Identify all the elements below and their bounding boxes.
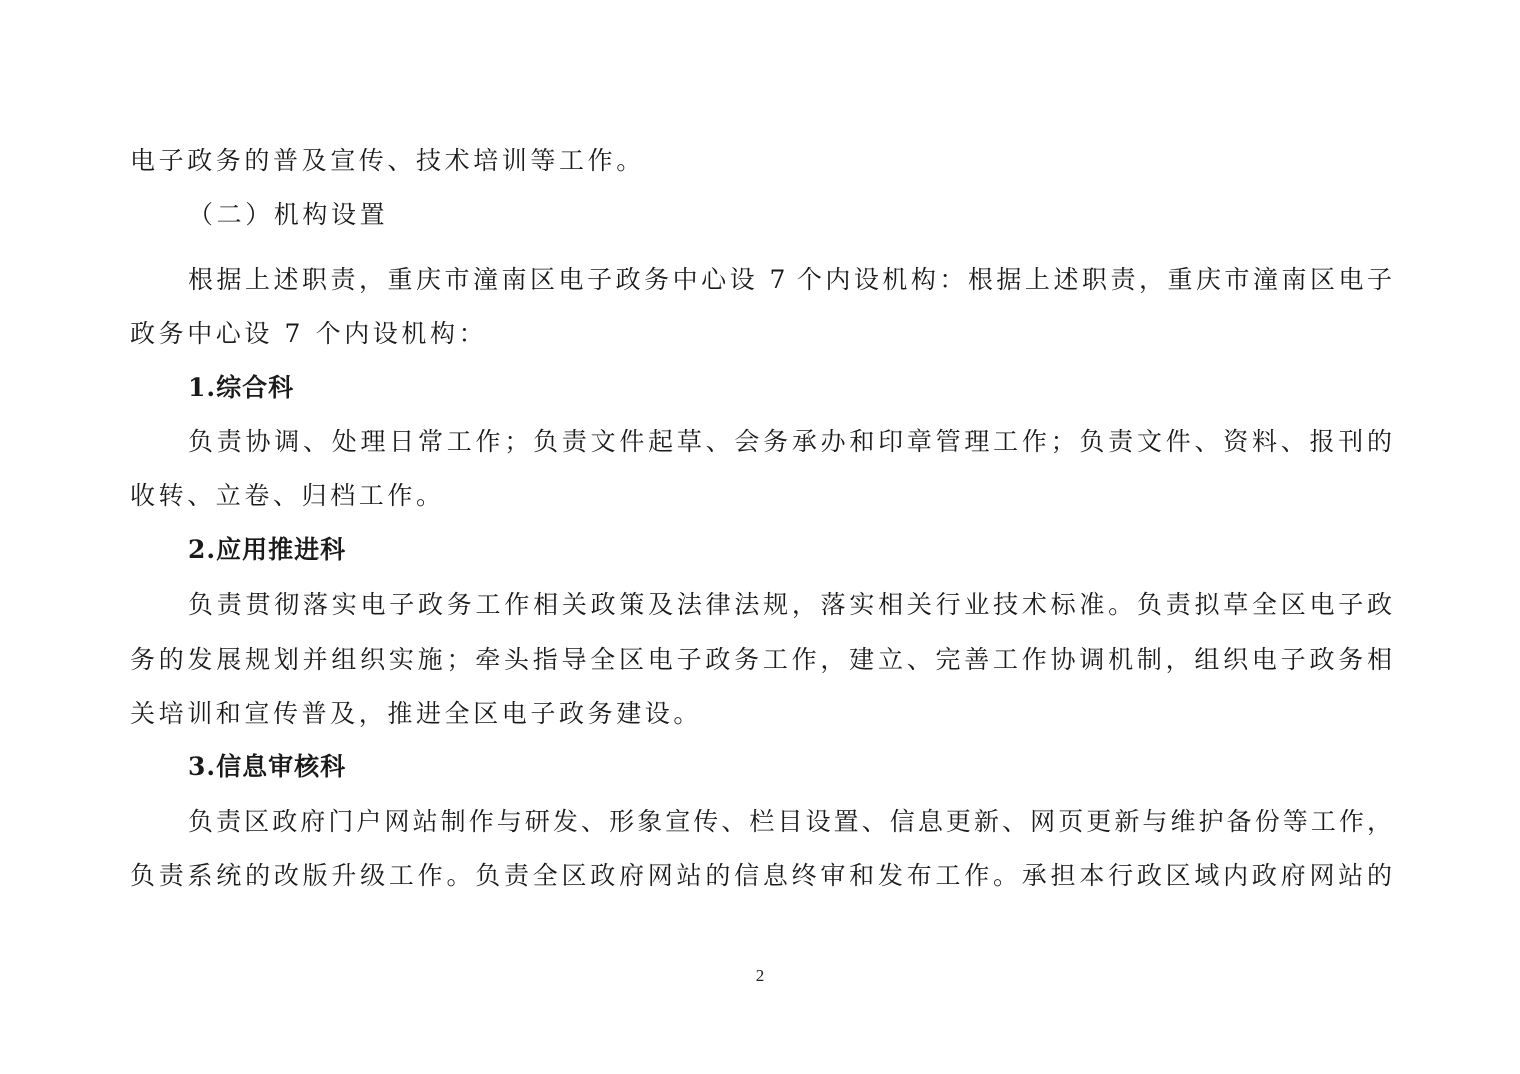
paragraph-line: 负责区政府门户网站制作与研发、形象宣传、栏目设置、信息更新、网页更新与维护备份等工作， [188, 807, 1392, 836]
paragraph-line: 负责协调、处理日常工作；负责文件起草、会务承办和印章管理工作；负责文件、资料、报刊的 [188, 427, 1392, 456]
paragraph-line: 根据上述职责，重庆市潼南区电子政务中心设 7 个内设机构：根据上述职责，重庆市潼南区电子 [188, 265, 1392, 294]
page-number: 2 [755, 966, 765, 985]
paragraph-line: 负责系统的改版升级工作。负责全区政府网站的信息终审和发布工作。承担本行政区域内政府网站的 [130, 861, 1392, 890]
subsection-heading: 3.信息审核科 [188, 752, 347, 781]
subsection-heading: 1.综合科 [188, 373, 295, 402]
subsection-heading: 2.应用推进科 [188, 535, 347, 564]
paragraph-line: 电子政务的普及宣传、技术培训等工作。 [130, 146, 645, 175]
paragraph-line: 收转、立卷、归档工作。 [130, 481, 445, 510]
section-heading: （二）机构设置 [188, 200, 389, 229]
paragraph-line: 负责贯彻落实电子政务工作相关政策及法律法规，落实相关行业技术标准。负责拟草全区电子政 [188, 590, 1392, 619]
paragraph-line: 务的发展规划并组织实施；牵头指导全区电子政务工作，建立、完善工作协调机制，组织电子政务相 [130, 645, 1392, 674]
paragraph-line: 关培训和宣传普及，推进全区电子政务建设。 [130, 699, 703, 728]
paragraph-line: 政务中心设 7 个内设机构： [130, 319, 488, 348]
